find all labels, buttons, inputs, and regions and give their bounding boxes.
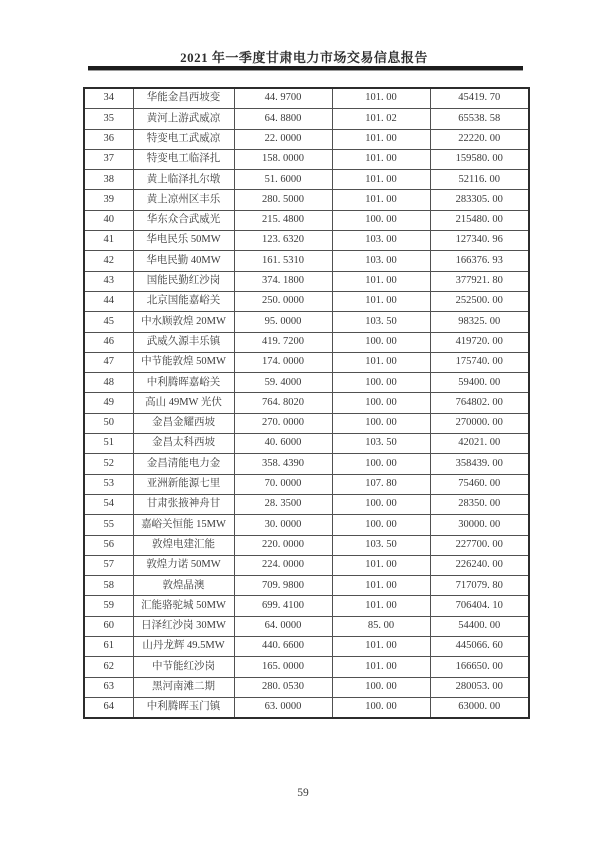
cell-amount: 419720. 00 xyxy=(430,332,529,352)
cell-amount: 166650. 00 xyxy=(430,657,529,677)
cell-no: 41 xyxy=(84,231,133,251)
cell-volume: 174. 0000 xyxy=(234,352,332,372)
table-row xyxy=(84,312,529,332)
cell-no: 61 xyxy=(84,637,133,657)
cell-name: 中利腾晖玉门镇 xyxy=(133,697,234,718)
cell-no: 34 xyxy=(84,88,133,109)
cell-volume: 419. 7200 xyxy=(234,332,332,352)
cell-amount: 445066. 60 xyxy=(430,637,529,657)
cell-price: 101. 00 xyxy=(332,352,430,372)
table-row xyxy=(84,474,529,494)
cell-amount: 75460. 00 xyxy=(430,474,529,494)
cell-price: 101. 00 xyxy=(332,149,430,169)
cell-price: 100. 00 xyxy=(332,413,430,433)
cell-volume: 764. 8020 xyxy=(234,393,332,413)
page-title: 2021 年一季度甘肃电力市场交易信息报告 xyxy=(180,50,428,65)
cell-volume: 64. 0000 xyxy=(234,616,332,636)
table-row xyxy=(84,190,529,210)
cell-name: 敦煌电建汇能 xyxy=(133,535,234,555)
cell-volume: 358. 4390 xyxy=(234,454,332,474)
cell-amount: 52116. 00 xyxy=(430,170,529,190)
cell-amount: 45419. 70 xyxy=(430,88,529,109)
cell-no: 42 xyxy=(84,251,133,271)
table-row xyxy=(84,88,529,109)
table-row xyxy=(84,596,529,616)
trading-data-table xyxy=(83,87,530,719)
table-row xyxy=(84,129,529,149)
cell-price: 100. 00 xyxy=(332,373,430,393)
table-row xyxy=(84,677,529,697)
cell-volume: 215. 4800 xyxy=(234,210,332,230)
cell-amount: 98325. 00 xyxy=(430,312,529,332)
cell-amount: 59400. 00 xyxy=(430,373,529,393)
cell-name: 中节能敦煌 50MW xyxy=(133,352,234,372)
cell-volume: 709. 9800 xyxy=(234,576,332,596)
cell-no: 64 xyxy=(84,697,133,718)
cell-amount: 159580. 00 xyxy=(430,149,529,169)
cell-volume: 250. 0000 xyxy=(234,291,332,311)
cell-amount: 764802. 00 xyxy=(430,393,529,413)
cell-volume: 30. 0000 xyxy=(234,515,332,535)
cell-no: 62 xyxy=(84,657,133,677)
table-row xyxy=(84,352,529,372)
cell-name: 华能金昌西坡变 xyxy=(133,88,234,109)
cell-volume: 123. 6320 xyxy=(234,231,332,251)
cell-price: 101. 00 xyxy=(332,271,430,291)
table-row xyxy=(84,637,529,657)
cell-amount: 63000. 00 xyxy=(430,697,529,718)
cell-price: 103. 50 xyxy=(332,312,430,332)
cell-price: 101. 00 xyxy=(332,657,430,677)
cell-name: 黑河南滩二期 xyxy=(133,677,234,697)
cell-volume: 440. 6600 xyxy=(234,637,332,657)
cell-volume: 374. 1800 xyxy=(234,271,332,291)
cell-volume: 699. 4100 xyxy=(234,596,332,616)
table-row xyxy=(84,494,529,514)
cell-amount: 65538. 58 xyxy=(430,109,529,129)
cell-name: 金昌太科西坡 xyxy=(133,434,234,454)
cell-price: 101. 00 xyxy=(332,291,430,311)
table-row xyxy=(84,393,529,413)
cell-amount: 227700. 00 xyxy=(430,535,529,555)
cell-volume: 44. 9700 xyxy=(234,88,332,109)
table-body xyxy=(84,88,529,718)
cell-name: 中水顾敦煌 20MW xyxy=(133,312,234,332)
cell-no: 40 xyxy=(84,210,133,230)
table-row xyxy=(84,373,529,393)
cell-no: 60 xyxy=(84,616,133,636)
cell-amount: 252500. 00 xyxy=(430,291,529,311)
cell-price: 100. 00 xyxy=(332,210,430,230)
cell-no: 39 xyxy=(84,190,133,210)
cell-price: 101. 00 xyxy=(332,576,430,596)
cell-price: 103. 00 xyxy=(332,251,430,271)
cell-name: 北京国能嘉峪关 xyxy=(133,291,234,311)
cell-name: 中节能红沙岗 xyxy=(133,657,234,677)
cell-price: 101. 00 xyxy=(332,596,430,616)
cell-no: 47 xyxy=(84,352,133,372)
cell-amount: 28350. 00 xyxy=(430,494,529,514)
cell-no: 50 xyxy=(84,413,133,433)
cell-name: 黄上临泽扎尔墩 xyxy=(133,170,234,190)
cell-volume: 165. 0000 xyxy=(234,657,332,677)
table-row xyxy=(84,454,529,474)
table-row xyxy=(84,657,529,677)
cell-no: 54 xyxy=(84,494,133,514)
cell-price: 100. 00 xyxy=(332,677,430,697)
cell-name: 亚洲新能源七里 xyxy=(133,474,234,494)
cell-volume: 280. 5000 xyxy=(234,190,332,210)
cell-price: 100. 00 xyxy=(332,393,430,413)
cell-amount: 358439. 00 xyxy=(430,454,529,474)
cell-no: 43 xyxy=(84,271,133,291)
cell-no: 46 xyxy=(84,332,133,352)
cell-price: 100. 00 xyxy=(332,494,430,514)
cell-amount: 226240. 00 xyxy=(430,555,529,575)
cell-price: 101. 00 xyxy=(332,637,430,657)
table-row xyxy=(84,109,529,129)
cell-volume: 280. 0530 xyxy=(234,677,332,697)
header-rule xyxy=(88,66,523,71)
table-row xyxy=(84,555,529,575)
cell-volume: 51. 6000 xyxy=(234,170,332,190)
cell-name: 金昌金耀西坡 xyxy=(133,413,234,433)
cell-volume: 95. 0000 xyxy=(234,312,332,332)
cell-name: 特变电工临泽扎 xyxy=(133,149,234,169)
cell-volume: 59. 4000 xyxy=(234,373,332,393)
cell-name: 高山 49MW 光伏 xyxy=(133,393,234,413)
cell-price: 101. 00 xyxy=(332,170,430,190)
cell-price: 101. 00 xyxy=(332,129,430,149)
cell-name: 华电民乐 50MW xyxy=(133,231,234,251)
cell-amount: 22220. 00 xyxy=(430,129,529,149)
cell-amount: 175740. 00 xyxy=(430,352,529,372)
cell-name: 华东众合武威光 xyxy=(133,210,234,230)
cell-amount: 270000. 00 xyxy=(430,413,529,433)
cell-name: 敦煌力诺 50MW xyxy=(133,555,234,575)
table-row xyxy=(84,271,529,291)
cell-price: 101. 00 xyxy=(332,190,430,210)
cell-amount: 127340. 96 xyxy=(430,231,529,251)
table-row xyxy=(84,332,529,352)
table-row xyxy=(84,576,529,596)
cell-name: 黄上凉州区丰乐 xyxy=(133,190,234,210)
cell-no: 44 xyxy=(84,291,133,311)
cell-volume: 63. 0000 xyxy=(234,697,332,718)
cell-price: 100. 00 xyxy=(332,332,430,352)
cell-name: 嘉峪关恒能 15MW xyxy=(133,515,234,535)
cell-name: 国能民勤红沙岗 xyxy=(133,271,234,291)
cell-amount: 706404. 10 xyxy=(430,596,529,616)
cell-price: 101. 02 xyxy=(332,109,430,129)
cell-price: 85. 00 xyxy=(332,616,430,636)
cell-amount: 30000. 00 xyxy=(430,515,529,535)
cell-price: 101. 00 xyxy=(332,88,430,109)
cell-name: 甘肃张掖神舟甘 xyxy=(133,494,234,514)
cell-volume: 40. 6000 xyxy=(234,434,332,454)
table-row xyxy=(84,149,529,169)
cell-price: 100. 00 xyxy=(332,454,430,474)
cell-name: 日泽红沙岗 30MW xyxy=(133,616,234,636)
cell-amount: 54400. 00 xyxy=(430,616,529,636)
cell-price: 103. 00 xyxy=(332,231,430,251)
table-row xyxy=(84,535,529,555)
cell-volume: 28. 3500 xyxy=(234,494,332,514)
cell-price: 103. 50 xyxy=(332,434,430,454)
table-row xyxy=(84,616,529,636)
cell-volume: 70. 0000 xyxy=(234,474,332,494)
cell-no: 59 xyxy=(84,596,133,616)
table-row xyxy=(84,210,529,230)
cell-amount: 42021. 00 xyxy=(430,434,529,454)
cell-no: 37 xyxy=(84,149,133,169)
cell-price: 100. 00 xyxy=(332,515,430,535)
table-row xyxy=(84,515,529,535)
cell-name: 华电民勤 40MW xyxy=(133,251,234,271)
cell-no: 51 xyxy=(84,434,133,454)
cell-volume: 270. 0000 xyxy=(234,413,332,433)
cell-no: 38 xyxy=(84,170,133,190)
cell-amount: 280053. 00 xyxy=(430,677,529,697)
cell-price: 103. 50 xyxy=(332,535,430,555)
cell-no: 57 xyxy=(84,555,133,575)
table-row xyxy=(84,231,529,251)
cell-name: 汇能骆驼城 50MW xyxy=(133,596,234,616)
cell-volume: 64. 8800 xyxy=(234,109,332,129)
cell-name: 黄河上游武威凉 xyxy=(133,109,234,129)
cell-name: 特变电工武威凉 xyxy=(133,129,234,149)
cell-no: 55 xyxy=(84,515,133,535)
cell-price: 107. 80 xyxy=(332,474,430,494)
cell-name: 金昌清能电力金 xyxy=(133,454,234,474)
cell-no: 35 xyxy=(84,109,133,129)
cell-name: 山丹龙辉 49.5MW xyxy=(133,637,234,657)
cell-no: 49 xyxy=(84,393,133,413)
cell-volume: 22. 0000 xyxy=(234,129,332,149)
cell-price: 100. 00 xyxy=(332,697,430,718)
cell-no: 52 xyxy=(84,454,133,474)
cell-volume: 158. 0000 xyxy=(234,149,332,169)
cell-price: 101. 00 xyxy=(332,555,430,575)
cell-no: 63 xyxy=(84,677,133,697)
cell-volume: 220. 0000 xyxy=(234,535,332,555)
cell-no: 36 xyxy=(84,129,133,149)
cell-no: 56 xyxy=(84,535,133,555)
cell-no: 45 xyxy=(84,312,133,332)
table-row xyxy=(84,170,529,190)
cell-no: 58 xyxy=(84,576,133,596)
cell-name: 敦煌晶澳 xyxy=(133,576,234,596)
cell-amount: 215480. 00 xyxy=(430,210,529,230)
cell-amount: 166376. 93 xyxy=(430,251,529,271)
cell-amount: 717079. 80 xyxy=(430,576,529,596)
cell-no: 48 xyxy=(84,373,133,393)
cell-name: 武威久源丰乐镇 xyxy=(133,332,234,352)
cell-name: 中利腾晖嘉峪关 xyxy=(133,373,234,393)
table-row xyxy=(84,434,529,454)
table-row xyxy=(84,251,529,271)
table-row xyxy=(84,413,529,433)
page-number: 59 xyxy=(297,787,309,799)
cell-volume: 224. 0000 xyxy=(234,555,332,575)
cell-amount: 377921. 80 xyxy=(430,271,529,291)
table-row xyxy=(84,697,529,718)
table-row xyxy=(84,291,529,311)
cell-volume: 161. 5310 xyxy=(234,251,332,271)
cell-amount: 283305. 00 xyxy=(430,190,529,210)
cell-no: 53 xyxy=(84,474,133,494)
